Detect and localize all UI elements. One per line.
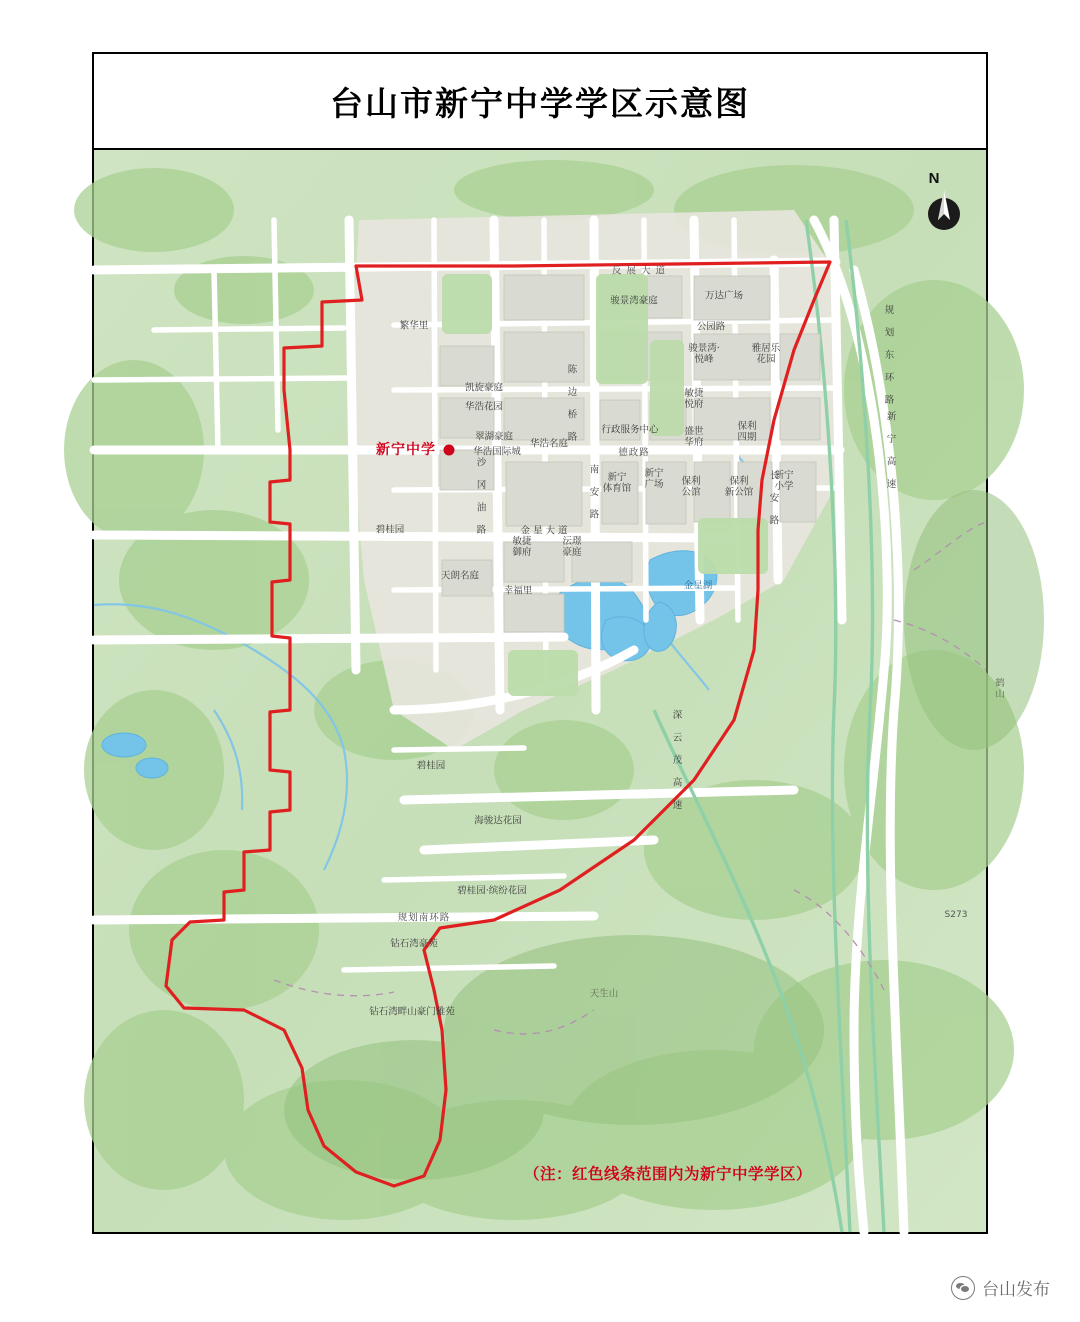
map-vector-layer bbox=[94, 150, 986, 1232]
school-marker-label: 新宁中学 bbox=[376, 441, 436, 458]
north-arrow bbox=[910, 172, 958, 234]
map-label-mall-wanda: 万达广场 bbox=[704, 290, 744, 302]
map-label-residence-tianlangmingdi: 天朗名庭 bbox=[440, 570, 480, 582]
map-label-gym-xinning: 新宁 体育馆 bbox=[602, 472, 632, 494]
map-label-school-xinning-primary: 新宁 小学 bbox=[774, 470, 794, 492]
map-label-residence-shengshihuafu: 盛世 华府 bbox=[684, 426, 704, 448]
map-label-residence-xingfuli: 幸福里 bbox=[503, 585, 533, 597]
map-label-residence-yajuleyuan: 雅居乐 花园 bbox=[751, 343, 781, 365]
map-label-residence-huahaomingting: 华浩名庭 bbox=[529, 438, 569, 450]
map-label-road-gongyuan: 公园路 bbox=[696, 321, 726, 333]
map-label-hill-heshan: 鹤山 bbox=[995, 678, 1005, 700]
map-label-road-nanan: 南 安 路 bbox=[587, 464, 599, 520]
map-label-residence-haijundahuayuan: 海骏达花园 bbox=[474, 815, 522, 827]
map-label-residence-biguiyuan-north: 碧桂园 bbox=[375, 524, 405, 536]
map-label-residence-baoli-siqi: 保利 四期 bbox=[737, 421, 757, 443]
map-label-road-dezheng: 德政路 bbox=[618, 447, 650, 459]
map-label-residence-minjieyufu: 敏捷 御府 bbox=[512, 536, 532, 558]
map-title-bar bbox=[94, 54, 986, 150]
map-canvas bbox=[94, 150, 1005, 1232]
map-label-office-xingzheng: 行政服务中心 bbox=[601, 424, 659, 436]
map-label-hill-tiansheng: 天生山 bbox=[589, 988, 619, 1000]
school-marker-dot bbox=[444, 445, 455, 456]
watermark-text: 台山发布 bbox=[982, 1280, 1050, 1300]
map-label-residence-huahaohuayuan: 华浩花园 bbox=[464, 401, 504, 413]
map-label-road-guihua-donghuan: 规 划 东 环 路 bbox=[882, 304, 894, 406]
north-label: N bbox=[928, 170, 940, 187]
map-label-road-shentai-highway: 深 云 茂 高 速 bbox=[670, 709, 682, 811]
map-label-highway-s273: S273 bbox=[944, 909, 968, 920]
map-label-road-chenbian: 陈 边 桥 路 bbox=[565, 364, 577, 442]
map-label-residence-baoli-xingongguan: 保利 公馆 bbox=[681, 476, 701, 498]
map-label-residence-zuanshiwanpanshan: 钻石湾畔山豪门雅苑 bbox=[369, 1006, 455, 1018]
footer-watermark bbox=[951, 1275, 1050, 1300]
map-label-residence-junjingwan-haoting: 骏景湾豪庭 bbox=[610, 295, 658, 307]
map-label-residence-cuihuhaoting: 翠湖豪庭 bbox=[474, 431, 514, 443]
map-label-road-fenggang: 沙 冈 油 路 bbox=[474, 457, 486, 535]
map-label-road-fanrong: 反 展 大 道 bbox=[611, 265, 667, 277]
map-label-residence-biguiyuan-binfen: 碧桂园·缤纷花园 bbox=[457, 885, 527, 897]
map-label-residence-xingongguan: 保利 新公馆 bbox=[724, 476, 754, 498]
map-label-lake-jinxing: 金星湖 bbox=[683, 580, 713, 592]
map-label-road-jinxing: 金 星 大 道 bbox=[520, 525, 568, 537]
page-title: 台山市新宁中学学区示意图 bbox=[330, 83, 750, 123]
map-label-residence-junjingwan-yuefeng: 骏景湾· 悦峰 bbox=[688, 343, 720, 365]
wechat-icon bbox=[951, 1276, 975, 1300]
map-label-residence-fahuanhaoting: 沄璟 豪庭 bbox=[562, 536, 582, 558]
map-label-road-xinning-highway: 新 宁 高 速 bbox=[884, 411, 896, 489]
map-label-residence-minjieyuefu-north: 敏捷 悦府 bbox=[684, 388, 704, 410]
map-figure bbox=[92, 52, 1005, 1234]
map-label-residence-zuanshiwanhaoyuan: 钻石湾豪苑 bbox=[390, 938, 438, 950]
map-label-square-xinning: 新宁 广场 bbox=[644, 468, 664, 490]
map-legend-note: （注：红色线条范围内为新宁中学学区） bbox=[524, 1165, 813, 1183]
map-label-residence-huahaoguojicheng: 华浩国际城 bbox=[473, 446, 521, 458]
map-label-residence-biguiyuan-south: 碧桂园 bbox=[416, 760, 446, 772]
map-label-road-changan: 长 安 路 bbox=[767, 470, 779, 526]
map-label-residence-kaixuanhaoting: 凯旋豪庭 bbox=[464, 382, 504, 394]
map-label-residence-fanhuali: 繁华里 bbox=[399, 320, 429, 332]
map-label-road-guihua-nanhuan: 规划南环路 bbox=[397, 912, 451, 924]
